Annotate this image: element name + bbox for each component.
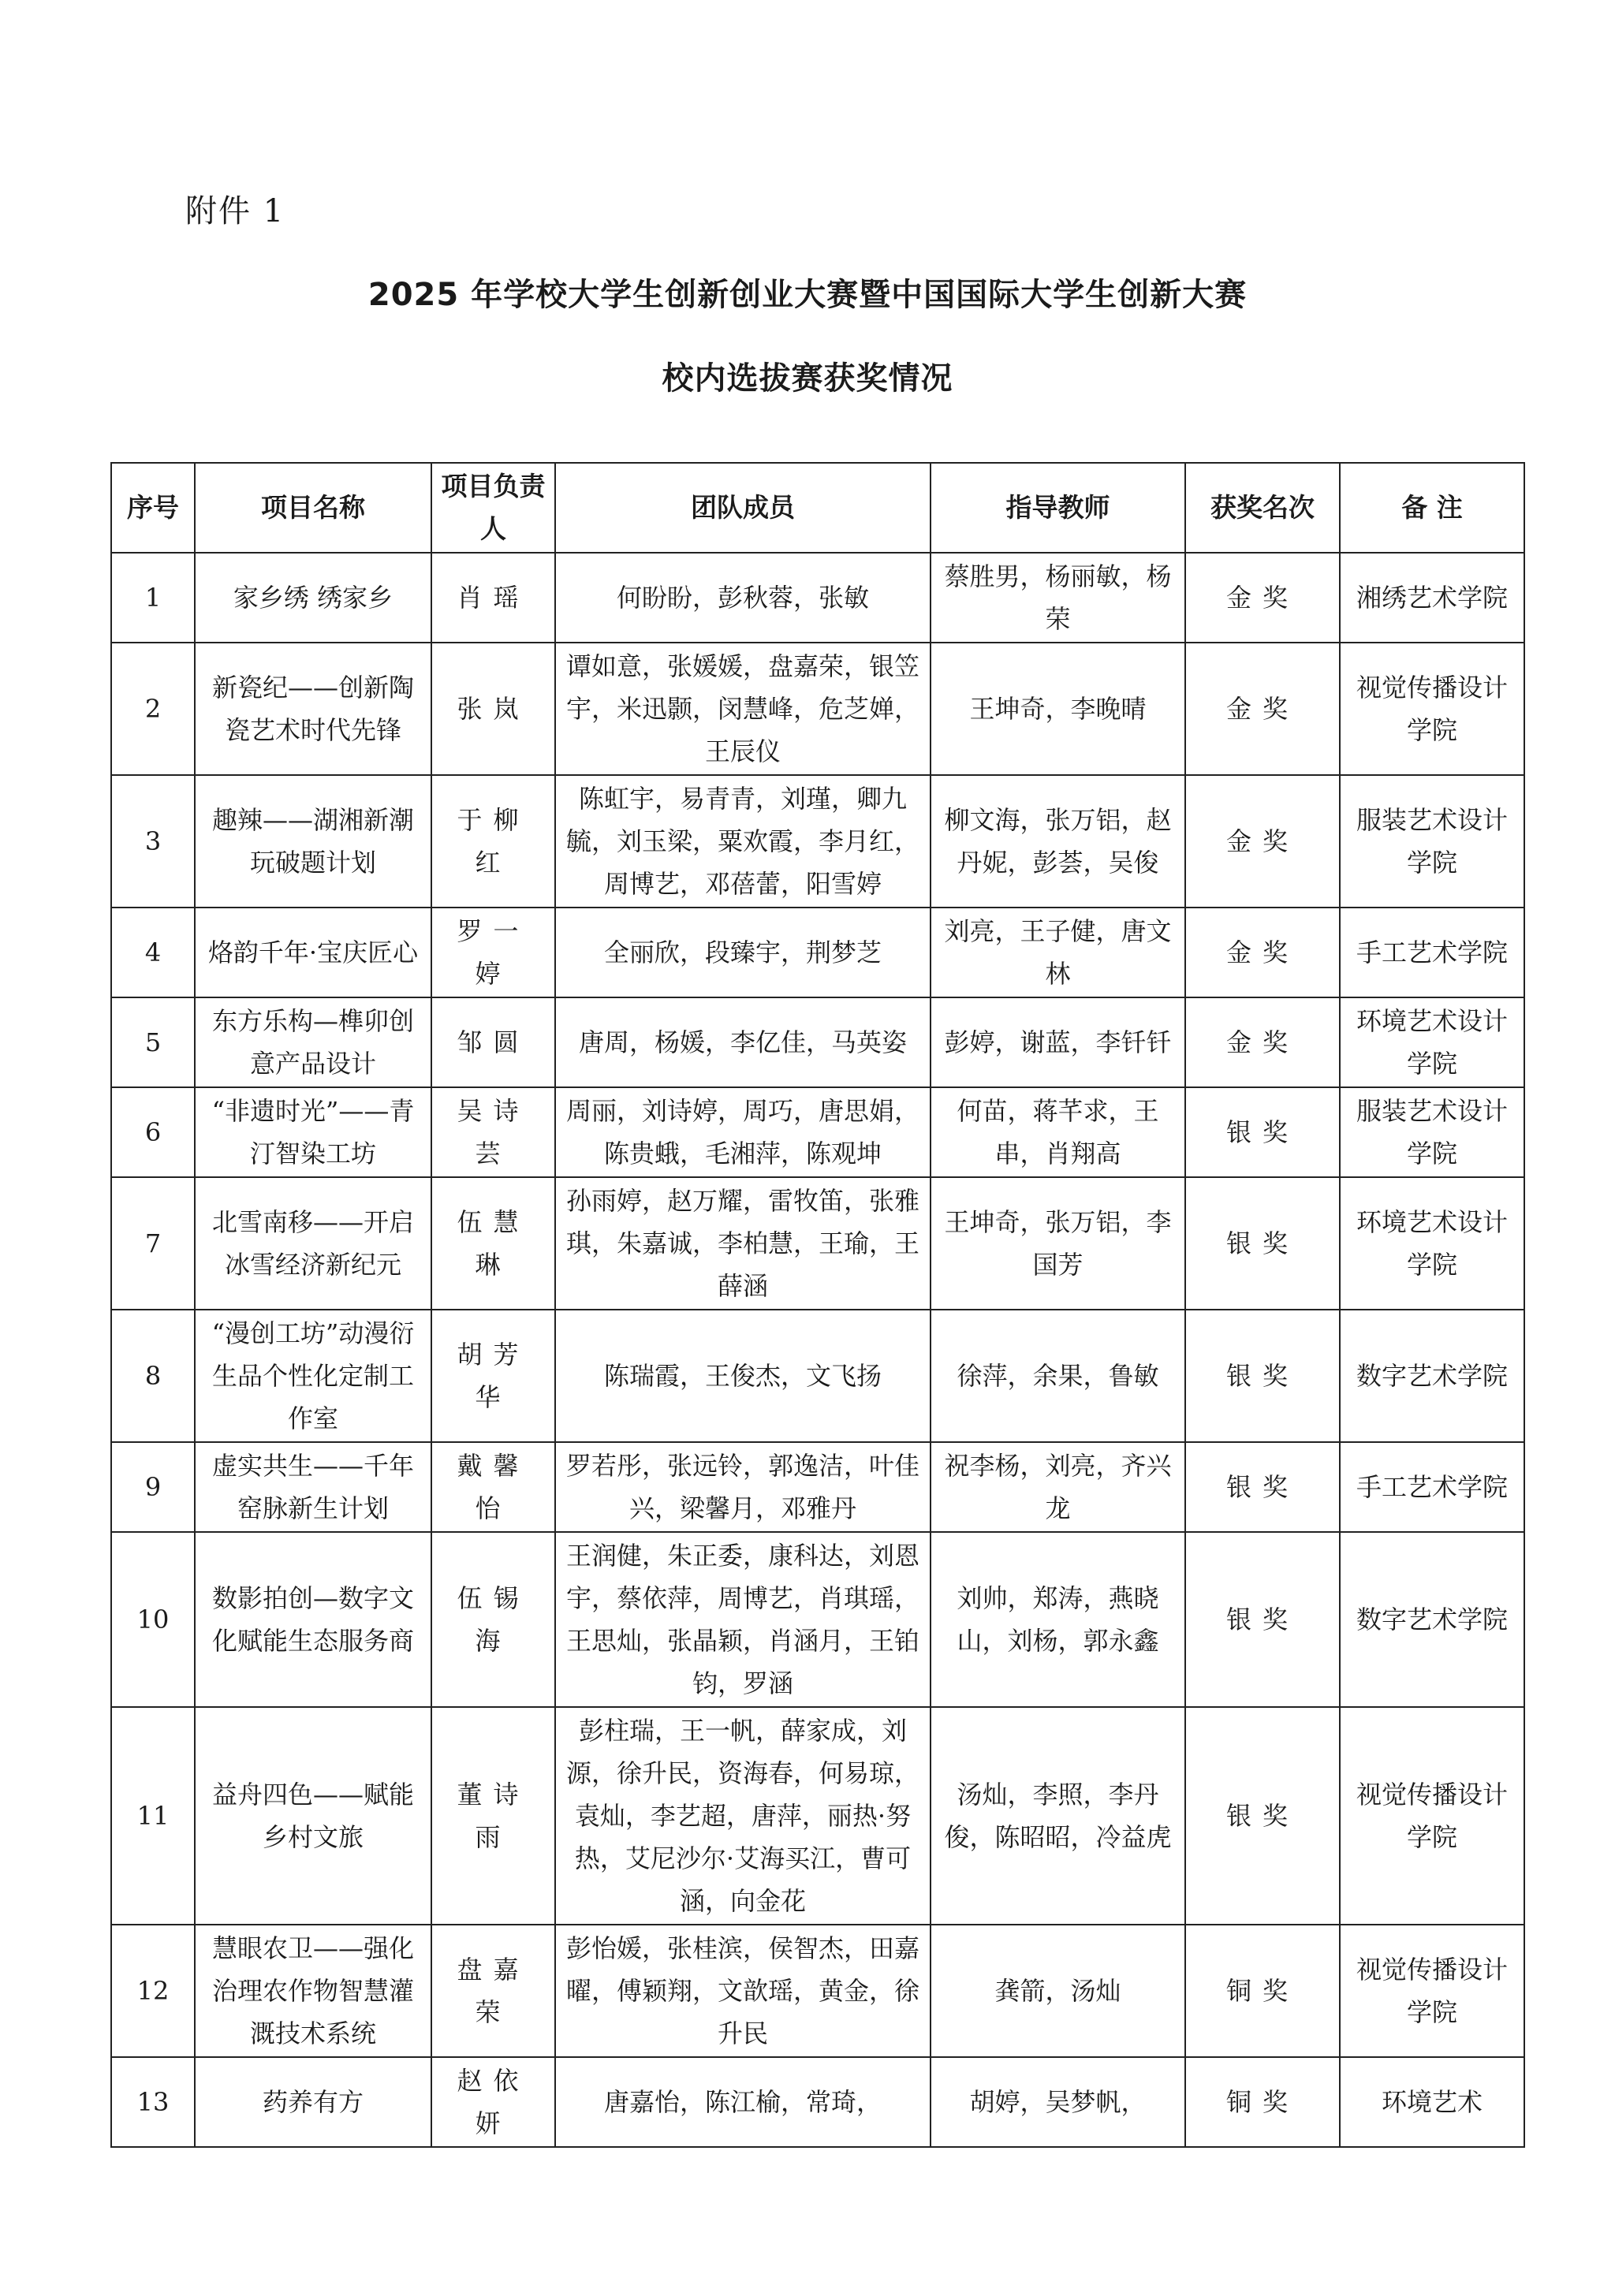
award-rank: 银奖 bbox=[1185, 1310, 1340, 1442]
project-lead: 胡芳华 bbox=[431, 1310, 555, 1442]
table-row bbox=[111, 1925, 1524, 2057]
document-title-line1: 2025 年学校大学生创新创业大赛暨中国国际大学生创新大赛 bbox=[367, 277, 1248, 313]
header-lead: 项目负责人 bbox=[431, 463, 555, 553]
note: 环境艺术设计学院 bbox=[1340, 997, 1524, 1087]
project-lead: 赵依妍 bbox=[431, 2057, 555, 2147]
award-rank: 金奖 bbox=[1185, 908, 1340, 997]
row-number: 6 bbox=[111, 1087, 195, 1177]
awards-table bbox=[110, 462, 1525, 2148]
table-row bbox=[111, 1442, 1524, 1532]
team-members: 周丽，刘诗婷，周巧，唐思娟，陈贵蛾，毛湘萍，陈观坤 bbox=[555, 1087, 931, 1177]
advisors: 柳文海，张万铝，赵丹妮，彭荟，吴俊 bbox=[931, 775, 1185, 908]
advisors: 刘帅，郑涛，燕晓山，刘杨，郭永鑫 bbox=[931, 1532, 1185, 1707]
project-lead: 肖瑶 bbox=[431, 553, 555, 643]
note: 数字艺术学院 bbox=[1340, 1532, 1524, 1707]
note: 数字艺术学院 bbox=[1340, 1310, 1524, 1442]
advisors: 蔡胜男，杨丽敏，杨荣 bbox=[931, 553, 1185, 643]
table-row bbox=[111, 643, 1524, 775]
row-number: 4 bbox=[111, 908, 195, 997]
row-number: 13 bbox=[111, 2057, 195, 2147]
project-lead: 盘嘉荣 bbox=[431, 1925, 555, 2057]
note: 视觉传播设计学院 bbox=[1340, 643, 1524, 775]
table-row bbox=[111, 1087, 1524, 1177]
row-number: 1 bbox=[111, 553, 195, 643]
table-row bbox=[111, 1532, 1524, 1707]
table-row bbox=[111, 1707, 1524, 1925]
table-row bbox=[111, 775, 1524, 908]
award-rank: 金奖 bbox=[1185, 643, 1340, 775]
table-row bbox=[111, 997, 1524, 1087]
project-lead: 戴馨怡 bbox=[431, 1442, 555, 1532]
project-name: 药养有方 bbox=[195, 2057, 431, 2147]
table-header-row bbox=[111, 463, 1524, 553]
row-number: 10 bbox=[111, 1532, 195, 1707]
row-number: 8 bbox=[111, 1310, 195, 1442]
note: 手工艺术学院 bbox=[1340, 908, 1524, 997]
advisors: 祝李杨，刘亮，齐兴龙 bbox=[931, 1442, 1185, 1532]
table-row bbox=[111, 2057, 1524, 2147]
advisors: 王坤奇，张万铝，李国芳 bbox=[931, 1177, 1185, 1310]
project-name: 东方乐构—榫卯创意产品设计 bbox=[195, 997, 431, 1087]
team-members: 彭柱瑞，王一帆，薛家成，刘源，徐升民，资海春，何易琼，袁灿，李艺超，唐萍，丽热·努热，艾尼沙尔·艾海买江，曹可涵，向金花 bbox=[555, 1707, 931, 1925]
project-name: “漫创工坊”动漫衍生品个性化定制工作室 bbox=[195, 1310, 431, 1442]
award-rank: 铜奖 bbox=[1185, 1925, 1340, 2057]
project-lead: 伍锡海 bbox=[431, 1532, 555, 1707]
note: 服装艺术设计学院 bbox=[1340, 775, 1524, 908]
header-note: 备 注 bbox=[1340, 463, 1524, 553]
project-lead: 罗一婷 bbox=[431, 908, 555, 997]
header-advisors: 指导教师 bbox=[931, 463, 1185, 553]
header-award: 获奖名次 bbox=[1185, 463, 1340, 553]
award-rank: 银奖 bbox=[1185, 1087, 1340, 1177]
row-number: 2 bbox=[111, 643, 195, 775]
project-lead: 伍慧琳 bbox=[431, 1177, 555, 1310]
row-number: 7 bbox=[111, 1177, 195, 1310]
advisors: 何苗，蒋芊求，王串，肖翔高 bbox=[931, 1087, 1185, 1177]
team-members: 彭怡媛，张桂滨，侯智杰，田嘉曜，傅颖翔，文歆瑶，黄金，徐升民 bbox=[555, 1925, 931, 2057]
project-lead: 邹圆 bbox=[431, 997, 555, 1087]
note: 视觉传播设计学院 bbox=[1340, 1925, 1524, 2057]
team-members: 唐周，杨媛，李亿佳，马英姿 bbox=[555, 997, 931, 1087]
note: 视觉传播设计学院 bbox=[1340, 1707, 1524, 1925]
project-lead: 吴诗芸 bbox=[431, 1087, 555, 1177]
project-lead: 张岚 bbox=[431, 643, 555, 775]
advisors: 胡婷，吴梦帆， bbox=[931, 2057, 1185, 2147]
team-members: 王润健，朱正委，康科达，刘恩宇，蔡依萍，周博艺，肖琪瑶，王思灿，张晶颖，肖涵月，王铂钧，罗涵 bbox=[555, 1532, 931, 1707]
project-name: “非遗时光”——青汀智染工坊 bbox=[195, 1087, 431, 1177]
document-title-line2: 校内选拔赛获奖情况 bbox=[662, 360, 953, 397]
award-rank: 银奖 bbox=[1185, 1707, 1340, 1925]
project-name: 数影拍创—数字文化赋能生态服务商 bbox=[195, 1532, 431, 1707]
attachment-label: 附件 1 bbox=[185, 193, 285, 229]
header-members: 团队成员 bbox=[555, 463, 931, 553]
project-name: 新瓷纪——创新陶瓷艺术时代先锋 bbox=[195, 643, 431, 775]
project-name: 趣辣——湖湘新潮玩破题计划 bbox=[195, 775, 431, 908]
award-rank: 银奖 bbox=[1185, 1442, 1340, 1532]
project-name: 慧眼农卫——强化治理农作物智慧灌溉技术系统 bbox=[195, 1925, 431, 2057]
project-name: 烙韵千年·宝庆匠心 bbox=[195, 908, 431, 997]
table-row bbox=[111, 553, 1524, 643]
note: 环境艺术设计学院 bbox=[1340, 1177, 1524, 1310]
project-lead: 董诗雨 bbox=[431, 1707, 555, 1925]
header-no: 序号 bbox=[111, 463, 195, 553]
advisors: 汤灿，李照，李丹俊，陈昭昭，冷益虎 bbox=[931, 1707, 1185, 1925]
team-members: 谭如意，张媛媛，盘嘉荣，银笠宇，米迅颢，闵慧峰，危芝婵，王辰仪 bbox=[555, 643, 931, 775]
team-members: 全丽欣，段臻宇，荆梦芝 bbox=[555, 908, 931, 997]
team-members: 唐嘉怡，陈江榆，常琦， bbox=[555, 2057, 931, 2147]
row-number: 3 bbox=[111, 775, 195, 908]
note: 手工艺术学院 bbox=[1340, 1442, 1524, 1532]
project-name: 家乡绣 绣家乡 bbox=[195, 553, 431, 643]
team-members: 陈虹宇，易青青，刘瑾，卿九毓，刘玉梁，粟欢霞，李月红，周博艺，邓蓓蕾，阳雪婷 bbox=[555, 775, 931, 908]
note: 服装艺术设计学院 bbox=[1340, 1087, 1524, 1177]
project-name: 益舟四色——赋能乡村文旅 bbox=[195, 1707, 431, 1925]
row-number: 5 bbox=[111, 997, 195, 1087]
award-rank: 金奖 bbox=[1185, 997, 1340, 1087]
project-name: 虚实共生——千年窑脉新生计划 bbox=[195, 1442, 431, 1532]
note: 环境艺术 bbox=[1340, 2057, 1524, 2147]
advisors: 徐萍，余果，鲁敏 bbox=[931, 1310, 1185, 1442]
team-members: 罗若彤，张远铃，郭逸洁，叶佳兴，梁馨月，邓雅丹 bbox=[555, 1442, 931, 1532]
award-rank: 金奖 bbox=[1185, 553, 1340, 643]
row-number: 9 bbox=[111, 1442, 195, 1532]
advisors: 龚箭，汤灿 bbox=[931, 1925, 1185, 2057]
team-members: 陈瑞霞，王俊杰，文飞扬 bbox=[555, 1310, 931, 1442]
team-members: 何盼盼，彭秋蓉，张敏 bbox=[555, 553, 931, 643]
award-rank: 金奖 bbox=[1185, 775, 1340, 908]
table-row bbox=[111, 1310, 1524, 1442]
advisors: 彭婷，谢蓝，李钎钎 bbox=[931, 997, 1185, 1087]
project-name: 北雪南移——开启冰雪经济新纪元 bbox=[195, 1177, 431, 1310]
table-row bbox=[111, 1177, 1524, 1310]
award-rank: 铜奖 bbox=[1185, 2057, 1340, 2147]
advisors: 王坤奇，李晚晴 bbox=[931, 643, 1185, 775]
advisors: 刘亮，王子健，唐文林 bbox=[931, 908, 1185, 997]
note: 湘绣艺术学院 bbox=[1340, 553, 1524, 643]
header-project: 项目名称 bbox=[195, 463, 431, 553]
table-row bbox=[111, 908, 1524, 997]
row-number: 11 bbox=[111, 1707, 195, 1925]
award-rank: 银奖 bbox=[1185, 1532, 1340, 1707]
row-number: 12 bbox=[111, 1925, 195, 2057]
project-lead: 于柳红 bbox=[431, 775, 555, 908]
award-rank: 银奖 bbox=[1185, 1177, 1340, 1310]
team-members: 孙雨婷，赵万耀，雷牧笛，张雅琪，朱嘉诚，李柏慧，王瑜，王薛涵 bbox=[555, 1177, 931, 1310]
